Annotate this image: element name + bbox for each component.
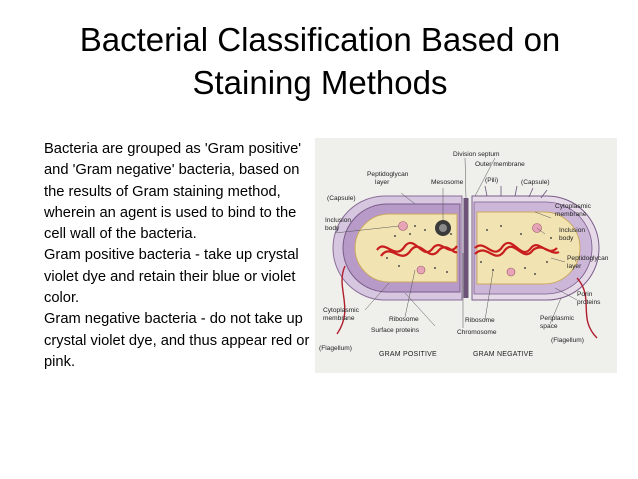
label-outer-membrane: Outer membrane: [475, 161, 525, 168]
label-inclusion-right-1: Inclusion: [559, 227, 586, 234]
label-capsule-right: (Capsule): [521, 179, 550, 186]
label-chromosome: Chromosome: [457, 329, 497, 336]
label-periplasmic-2: space: [540, 323, 558, 330]
label-capsule-left: (Capsule): [327, 195, 356, 202]
inclusion-left-shape: [399, 222, 408, 231]
label-gram-positive: GRAM POSITIVE: [379, 351, 437, 358]
label-cytoplasmic-left-1: Cytoplasmic: [323, 307, 359, 314]
label-flagellum-left: (Flagellum): [319, 345, 352, 352]
label-inclusion-left-1: Inclusion: [325, 217, 352, 224]
label-peptidoglycan-right-1: Peptidoglycan: [567, 255, 609, 262]
slide-title: [40, 18, 600, 104]
label-ribosome-right: Ribosome: [465, 317, 495, 324]
body-text: [44, 139, 314, 373]
label-mesosome: Mesosome: [431, 179, 464, 186]
label-division-septum: Division septum: [453, 151, 500, 158]
label-ribosome-left: Ribosome: [389, 316, 419, 323]
paragraph-intro: Bacteria are grouped as 'Gram positive' and 'Gram negative' bacteria, based on the results of Gram staining method, wherein an agent is used to bind to the cell wall of the bacteria.: [44, 141, 302, 243]
label-periplasmic-1: Periplasmic: [540, 315, 575, 322]
label-porin-2: proteins: [577, 299, 601, 306]
label-flagellum-right: (Flagellum): [551, 337, 584, 344]
label-cytoplasmic-left-2: membrane: [323, 315, 355, 322]
paragraph-gram-negative: Gram negative bacteria - do not take up crystal violet dye, and thus appear red or pink.: [44, 311, 310, 370]
label-peptidoglycan-left-1: Peptidoglycan: [367, 171, 409, 178]
label-peptidoglycan-right-2: layer: [567, 263, 582, 270]
label-peptidoglycan-left-2: layer: [375, 179, 390, 186]
label-inclusion-left-2: body: [325, 225, 340, 232]
bacteria-cell-diagram: [315, 138, 617, 373]
title-line-2: Staining Methods: [192, 64, 448, 101]
label-cytoplasmic-right-2: membrane: [555, 211, 587, 218]
label-surface-proteins: Surface proteins: [371, 327, 420, 334]
cell-diagram-svg: [315, 138, 617, 373]
label-cytoplasmic-right-1: Cytoplasmic: [555, 203, 591, 210]
label-gram-negative: GRAM NEGATIVE: [473, 351, 534, 358]
label-porin-1: Porin: [577, 291, 593, 298]
label-pili: (Pili): [485, 177, 499, 184]
inclusion-right-2-shape: [507, 268, 515, 276]
paragraph-gram-positive: Gram positive bacteria - take up crystal violet dye and retain their blue or violet color.: [44, 247, 299, 307]
title-line-1: Bacterial Classification Based on: [79, 21, 561, 58]
label-inclusion-right-2: body: [559, 235, 574, 242]
mesosome-core-shape: [439, 224, 447, 232]
inclusion-left-2-shape: [417, 266, 425, 274]
